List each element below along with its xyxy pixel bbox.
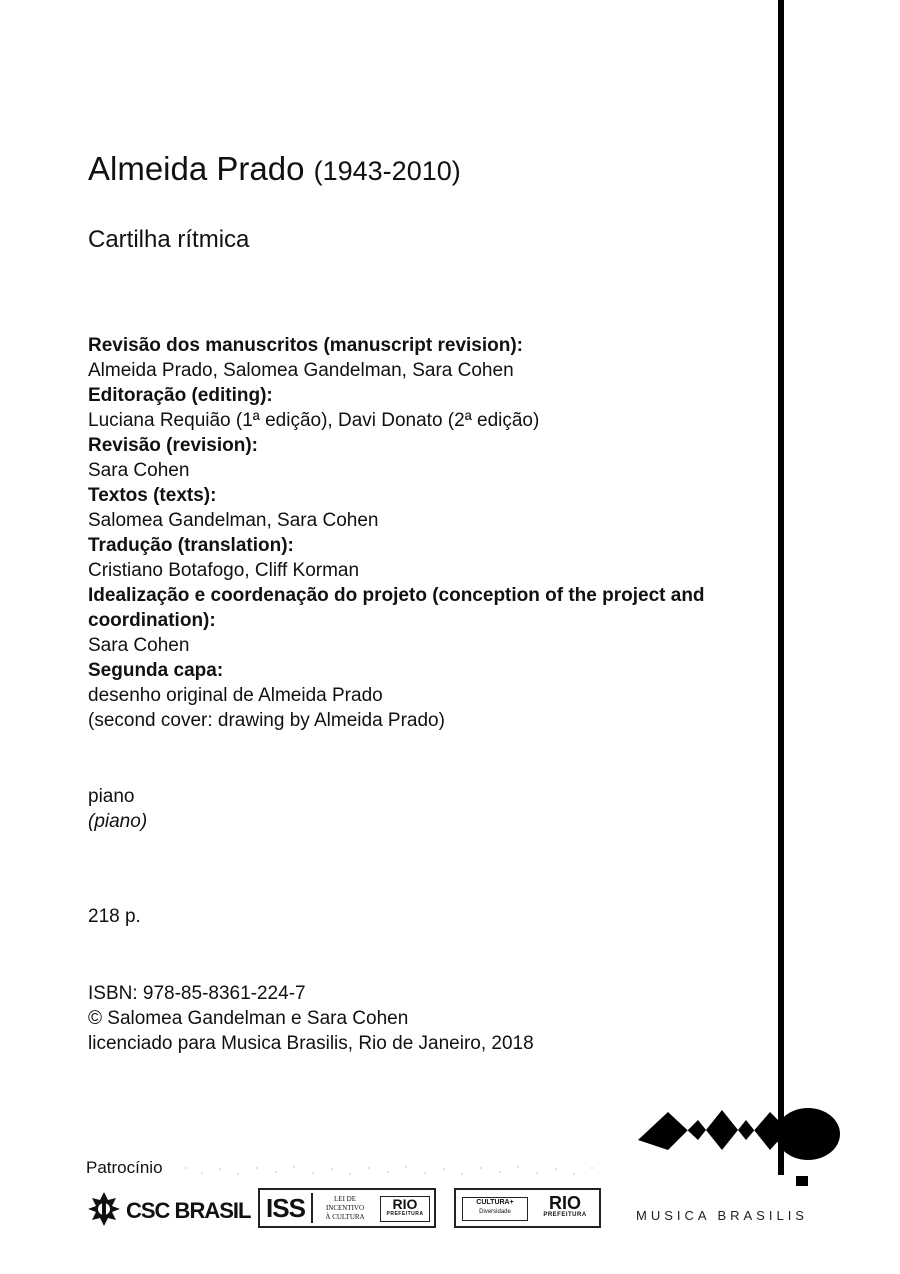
brand-name: MUSICA BRASILIS: [636, 1208, 808, 1223]
credit-role: Textos (texts):: [88, 485, 217, 506]
lei-incentivo-logo: [258, 1188, 436, 1228]
iss-text: ISS: [266, 1193, 313, 1223]
composer-heading: [88, 150, 461, 188]
lei-text: LEI DE INCENTIVO À CULTURA: [325, 1195, 365, 1221]
credit-role: Idealização e coordenação do projeto (conception of the project and coordination):: [88, 585, 705, 631]
vertical-rule: [778, 0, 784, 1175]
sponsor-label: Patrocínio: [86, 1158, 163, 1177]
credit-role: Tradução (translation):: [88, 535, 294, 556]
copyright: © Salomea Gandelman e Sara Cohen: [88, 1008, 409, 1029]
instrumentation: [88, 784, 147, 834]
credit-names: Cristiano Botafogo, Cliff Korman: [88, 560, 360, 581]
cultura-logo: [454, 1188, 601, 1228]
dotted-texture: [180, 1164, 600, 1178]
rio-prefeitura-badge: RIO PREFEITURA: [543, 1193, 587, 1218]
credit-names: (second cover: drawing by Almeida Prado): [88, 710, 445, 731]
rio-prefeitura-badge: RIO PREFEITURA: [380, 1196, 430, 1222]
credit-names: Salomea Gandelman, Sara Cohen: [88, 510, 379, 531]
csc-brasil-logo: [86, 1190, 251, 1228]
composer-years: (1943-2010): [313, 156, 461, 186]
credit-role: Revisão (revision):: [88, 435, 258, 456]
work-title: Cartilha rítmica: [88, 226, 250, 253]
credits-list: [88, 333, 768, 733]
csc-emblem-icon: [86, 1190, 122, 1228]
credit-names: Almeida Prado, Salomea Gandelman, Sara Cohen: [88, 360, 514, 381]
credit-names: Sara Cohen: [88, 635, 190, 656]
credit-role: Revisão dos manuscritos (manuscript revision):: [88, 335, 524, 356]
credit-role: Segunda capa:: [88, 660, 224, 681]
cultura-badge: CULTURA+ Diversidade: [462, 1197, 528, 1221]
instrument-pt: piano: [88, 786, 135, 807]
credit-role: Editoração (editing):: [88, 385, 273, 406]
page-count: 218 p.: [88, 906, 141, 927]
instrument-en: (piano): [88, 811, 148, 832]
credit-names: Luciana Requião (1ª edição), Davi Donato (2ª edição): [88, 410, 540, 431]
credit-names: desenho original de Almeida Prado: [88, 685, 383, 706]
isbn: ISBN: 978-85-8361-224-7: [88, 983, 306, 1004]
legal-info: [88, 981, 534, 1056]
license: licenciado para Musica Brasilis, Rio de Janeiro, 2018: [88, 1033, 534, 1054]
credit-names: Sara Cohen: [88, 460, 190, 481]
csc-brasil-text: CSC BRASIL: [126, 1198, 251, 1223]
musica-brasilis-logo-mark: [636, 1098, 846, 1190]
composer-name: Almeida Prado: [88, 150, 305, 187]
